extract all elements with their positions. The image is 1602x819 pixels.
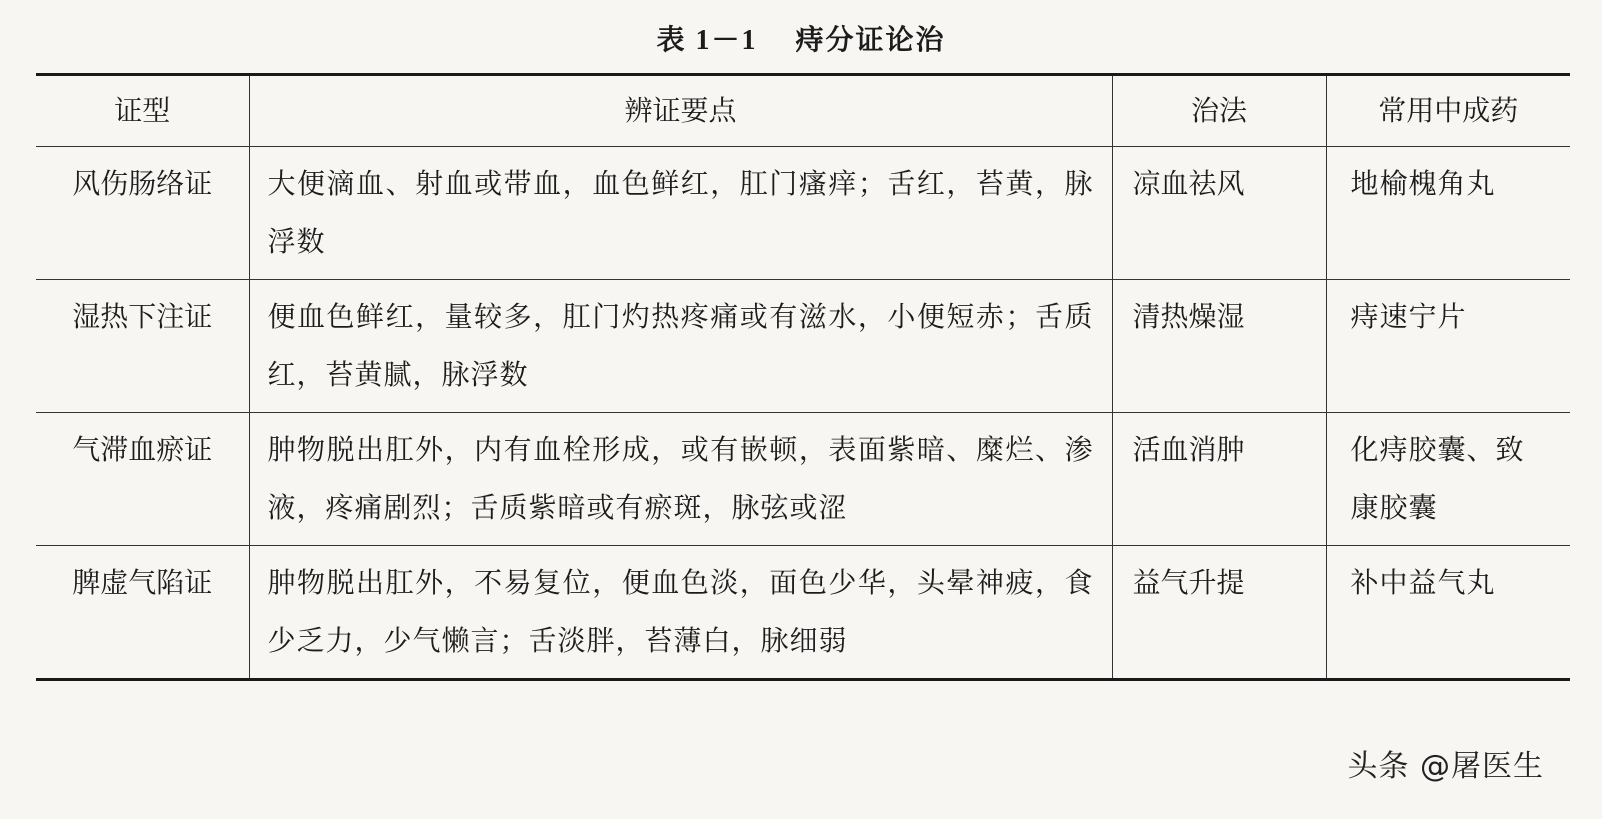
table-row [36, 413, 1570, 546]
table-row [36, 147, 1570, 280]
table-number: 表 1－1 [656, 25, 758, 56]
table-row [36, 280, 1570, 413]
watermark: 头条 @屠医生 [1347, 749, 1544, 784]
cell-syndrome: 风伤肠络证 [36, 147, 249, 280]
cell-treatment: 凉血祛风 [1112, 147, 1326, 280]
cell-syndrome: 脾虚气陷证 [36, 546, 249, 680]
cell-key-points: 肿物脱出肛外，不易复位，便血色淡，面色少华，头晕神疲，食少乏力，少气懒言；舌淡胖，苔薄白，脉细弱 [249, 546, 1112, 680]
cell-medicine: 痔速宁片 [1326, 280, 1570, 413]
header-medicine: 常用中成药 [1326, 75, 1570, 147]
cell-key-points: 大便滴血、射血或带血，血色鲜红，肛门瘙痒；舌红，苔黄，脉浮数 [249, 147, 1112, 280]
cell-key-points: 肿物脱出肛外，内有血栓形成，或有嵌顿，表面紫暗、糜烂、渗液，疼痛剧烈；舌质紫暗或有瘀斑，脉弦或涩 [249, 413, 1112, 546]
cell-treatment: 活血消肿 [1112, 413, 1326, 546]
cell-medicine: 化痔胶囊、致康胶囊 [1326, 413, 1570, 546]
header-key-points: 辨证要点 [249, 75, 1112, 147]
table-row [36, 546, 1570, 680]
cell-syndrome: 湿热下注证 [36, 280, 249, 413]
cell-key-points: 便血色鲜红，量较多，肛门灼热疼痛或有滋水，小便短赤；舌质红，苔黄腻，脉浮数 [249, 280, 1112, 413]
syndrome-treatment-table [36, 73, 1570, 681]
table-header-row [36, 75, 1570, 147]
table-title [0, 18, 1602, 58]
header-treatment: 治法 [1112, 75, 1326, 147]
cell-medicine: 地榆槐角丸 [1326, 147, 1570, 280]
cell-treatment: 清热燥湿 [1112, 280, 1326, 413]
cell-medicine: 补中益气丸 [1326, 546, 1570, 680]
cell-syndrome: 气滞血瘀证 [36, 413, 249, 546]
table-title-text: 痔分证论治 [795, 23, 946, 56]
cell-treatment: 益气升提 [1112, 546, 1326, 680]
header-syndrome: 证型 [36, 75, 249, 147]
